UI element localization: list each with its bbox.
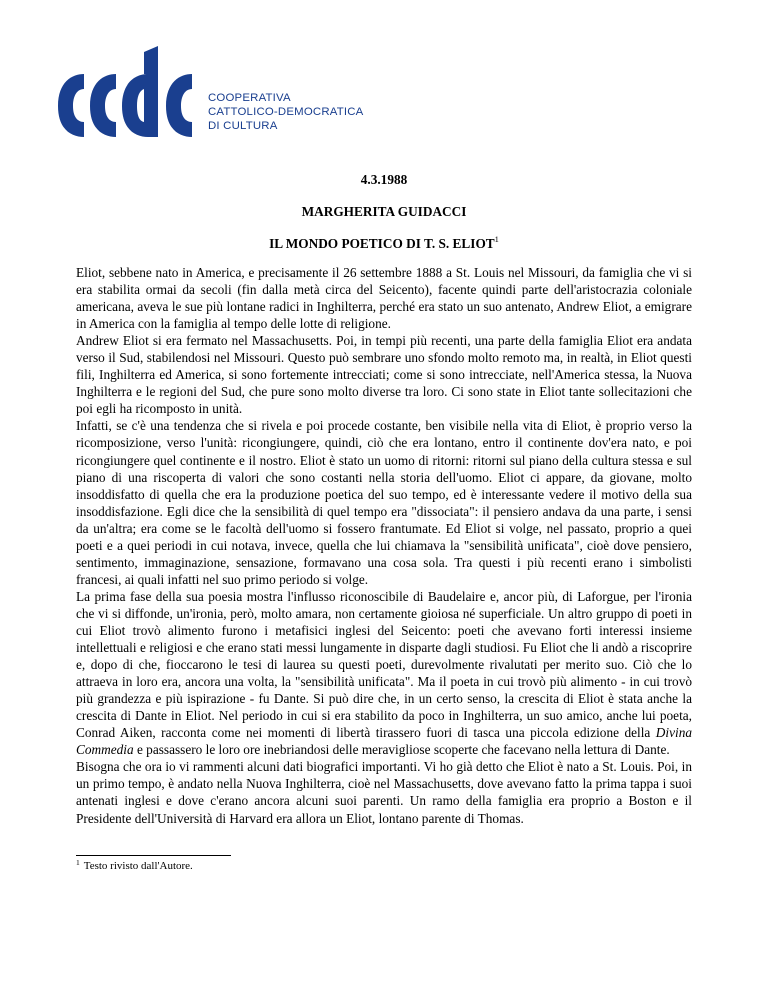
org-line-3: DI CULTURA — [208, 120, 278, 132]
footnote-number: 1 — [76, 858, 80, 867]
document-body — [76, 264, 692, 827]
document-title-text: IL MONDO POETICO DI T. S. ELIOT — [269, 236, 495, 251]
book-title: Divina Commedia — [76, 725, 692, 758]
ccdc-logo — [50, 44, 200, 138]
org-line-2: CATTOLICO-DEMOCRATICA — [208, 106, 364, 118]
paragraph: Infatti, se c'è una tendenza che si rivela e poi procede costante, ben visibile nella vita di Eliot, è proprio verso la ricomposizione, verso l'unità: ricongiungere, quindi, ciò che era lontano, entro il continente dov'era nato, e poi ricongiungere quel continente e il nostro. Eliot è stato un uomo di ritorni: ritorni sul piano della cultura stessa e sul piano di una riscoperta di valori che sono costanti nella storia dell'uomo. Eliot ci appare, da giovane, molto insoddisfatto di quella che era la produzione poetica del suo tempo, ed è interessante vedere il motivo della sua insoddisfazione. Egli dice che la sensibilità di quel tempo era "dissociata": il pensiero andava da una parte, i sensi da un'altra; era come se le facoltà dell'uomo si fossero frantumate. Ed Eliot si volge, nel passato, proprio a quei poeti e a quei periodi in cui notava, invece, quella che lui chiamava la "sensibilità unificata", cioè dove pensiero, sentimento, immaginazione, sensazione, formavano una cosa sola. Tra questi i più recenti erano i simbolisti francesi, ai quali infatti nel suo primo periodo si volge. — [76, 418, 692, 587]
document-author: MARGHERITA GUIDACCI — [301, 204, 467, 219]
org-line-1: COOPERATIVA — [208, 92, 291, 104]
document-title — [0, 236, 768, 252]
paragraph: Eliot, sebbene nato in America, e precisamente il 26 settembre 1888 a St. Louis nel Missouri, da famiglia che vi si era stabilita ormai da secoli (fin dalla metà circa del Seicento), facente quindi parte dell'aristocrazia coloniale americana, aveva le sue più lontane radici in Inghilterra, perché era stato un suo antenato, Andrew Eliot, a emigrare in America con la famiglia al tempo delle lotte di religione. — [76, 265, 692, 332]
organization-name — [208, 91, 363, 133]
footnote-divider — [76, 855, 231, 856]
footnote-text: Testo rivisto dall'Autore. — [83, 860, 193, 872]
paragraph-text: La prima fase della sua poesia mostra l'influsso riconoscibile di Baudelaire e, ancor più, di Laforgue, per l'ironia che vi si diffonde, un'ironia, però, molto amara, non certamente gioiosa né superficiale. Un altro gruppo di poeti in cui Eliot trovò alimento furono i metafisici inglesi del Seicento: poeti che avevano forti interessi insieme intellettuali e religiosi e che erano stati messi lungamente in disparte dagli studiosi. Fu Eliot che li andò a riscoprire e, dopo di che, fioccarono le tesi di laurea su questi poeti, durevolmente rivalutati per merito suo. Ciò che lo attraeva in loro era, ancora una volta, la "sensibilità unificata". Ma il poeta in cui trovò più alimento - in cui trovò più grandezza e più ispirazione - fu Dante. Si può dire che, in un certo senso, la crescita di Eliot è stata anche la crescita di Dante in Eliot. Nel periodo in cui si era stabilito da poco in Inghilterra, un suo amico, anche lui poeta, Conrad Aiken, racconta come nei momenti di libertà tirassero fuori di tasca una piccola edizione della — [76, 588, 692, 741]
footnote-reference: 1 — [494, 234, 499, 244]
document-date: 4.3.1988 — [360, 172, 408, 187]
paragraph: Bisogna che ora io vi rammenti alcuni dati biografici importanti. Vi ho già detto che Eliot è nato a St. Louis. Poi, in un primo tempo, è andato nella Nuova Inghilterra, cioè nel Massachusetts, dove avevano fatto la prima tappa i suoi antenati inglesi e dove c'erano ancora alcuni suoi parenti. Un ramo della famiglia era proprio a Boston e il Presidente dell'Università di Harvard era allora un Eliot, lontano parente di Thomas. — [76, 759, 692, 826]
paragraph-text: e passassero le loro ore inebriandosi delle meravigliose scoperte che facevano nella lettura di Dante. — [133, 742, 670, 758]
footnote — [76, 860, 193, 872]
paragraph — [76, 588, 692, 758]
paragraph: Andrew Eliot si era fermato nel Massachusetts. Poi, in tempi più recenti, una parte della famiglia Eliot era andata verso il Sud, stabilendosi nel Missouri. Questo può sembrare uno sfondo molto remoto ma, in realtà, in Eliot questi fili, Inghilterra ed America, si sono fortemente intrecciati; come si sono intrecciate, nell'America stessa, la Nuova Inghilterra e le regioni del Sud, che pure sono molto diverse tra loro. Ci sono state in Eliot tante sollecitazioni che poi egli ha ricomposto in unità. — [76, 333, 692, 417]
